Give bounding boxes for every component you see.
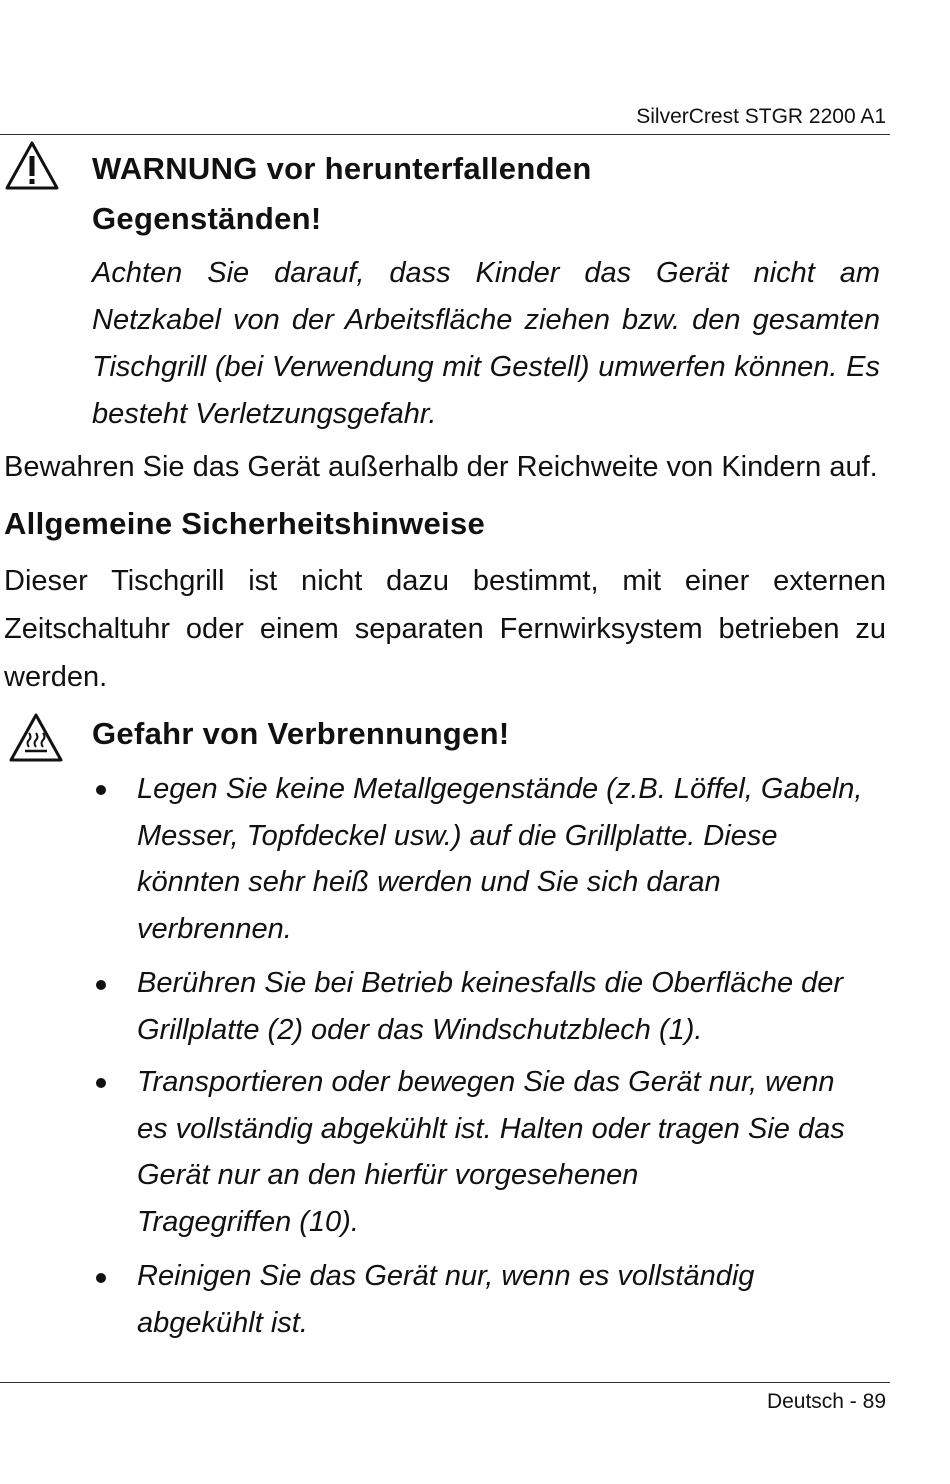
- bullet-item: [137, 1059, 877, 1245]
- bullet-item: [137, 960, 877, 1053]
- paragraph-keep-away: Bewahren Sie das Gerät außerhalb der Reichweite von Kindern auf.: [4, 451, 878, 483]
- section-line: Dieser Tischgrill ist nicht dazu bestimmt, mit einer externen: [4, 565, 886, 597]
- page-number: Deutsch - 89: [766, 1390, 886, 1413]
- warning-text-line: Netzkabel von der Arbeitsfläche ziehen bzw. den gesamten: [92, 304, 880, 336]
- bullet-line: Grillplatte (2) oder das Windschutzblech (1).: [137, 1013, 703, 1046]
- bullet-dot: [96, 1078, 106, 1088]
- bullet-item: [137, 766, 877, 952]
- warning-text-line: Tischgrill (bei Verwendung mit Gestell) umwerfen können. Es: [92, 351, 880, 383]
- section-paragraph: [4, 557, 886, 701]
- bullet-line: verbrennen.: [137, 912, 292, 945]
- bullet-line: Berühren Sie bei Betrieb keinesfalls die Oberfläche der: [137, 967, 844, 999]
- burn-warning-title: Gefahr von Verbrennungen!: [92, 716, 510, 751]
- bullet-line: Tragegriffen (10).: [137, 1205, 359, 1238]
- bullet-line: es vollständig abgekühlt ist. Halten oder tragen Sie das: [137, 1112, 845, 1145]
- bullet-line: Reinigen Sie das Gerät nur, wenn es vollständig: [137, 1260, 755, 1292]
- header-title: SilverCrest STGR 2200 A1: [636, 105, 886, 128]
- bullet-line: Transportieren oder bewegen Sie das Gerät nur, wenn: [137, 1066, 835, 1098]
- bullet-item: [137, 1253, 877, 1346]
- bullet-dot: [96, 785, 106, 795]
- warning-title: [92, 144, 592, 244]
- section-line: Zeitschaltuhr oder einem separaten Fernwirksystem betrieben zu: [4, 613, 886, 645]
- bullet-line: abgekühlt ist.: [137, 1306, 308, 1339]
- page-footer: [0, 1382, 890, 1413]
- hot-surface-warning-icon: [8, 712, 64, 764]
- warning-triangle-icon: [4, 140, 60, 192]
- bullet-line: Gerät nur an den hierfür vorgesehenen: [137, 1159, 639, 1191]
- bullet-line: könnten sehr heiß werden und Sie sich daran: [137, 866, 721, 898]
- section-heading: Allgemeine Sicherheitshinweise: [4, 506, 486, 541]
- bullet-dot: [96, 980, 106, 990]
- warning-text-line: Achten Sie darauf, dass Kinder das Gerät nicht am: [92, 257, 880, 289]
- bullet-line: Legen Sie keine Metallgegenstände (z.B. Löffel, Gabeln,: [137, 773, 863, 805]
- bullet-line: Messer, Topfdeckel usw.) auf die Grillplatte. Diese: [137, 819, 778, 852]
- page-header: [0, 102, 890, 135]
- bullet-dot: [96, 1273, 106, 1283]
- section-line: werden.: [4, 661, 108, 693]
- warning-text: [92, 250, 880, 438]
- warning-title-line2: Gegenständen!: [92, 201, 322, 236]
- warning-text-line: besteht Verletzungsgefahr.: [92, 398, 437, 430]
- warning-title-line1: WARNUNG vor herunterfallenden: [92, 151, 592, 186]
